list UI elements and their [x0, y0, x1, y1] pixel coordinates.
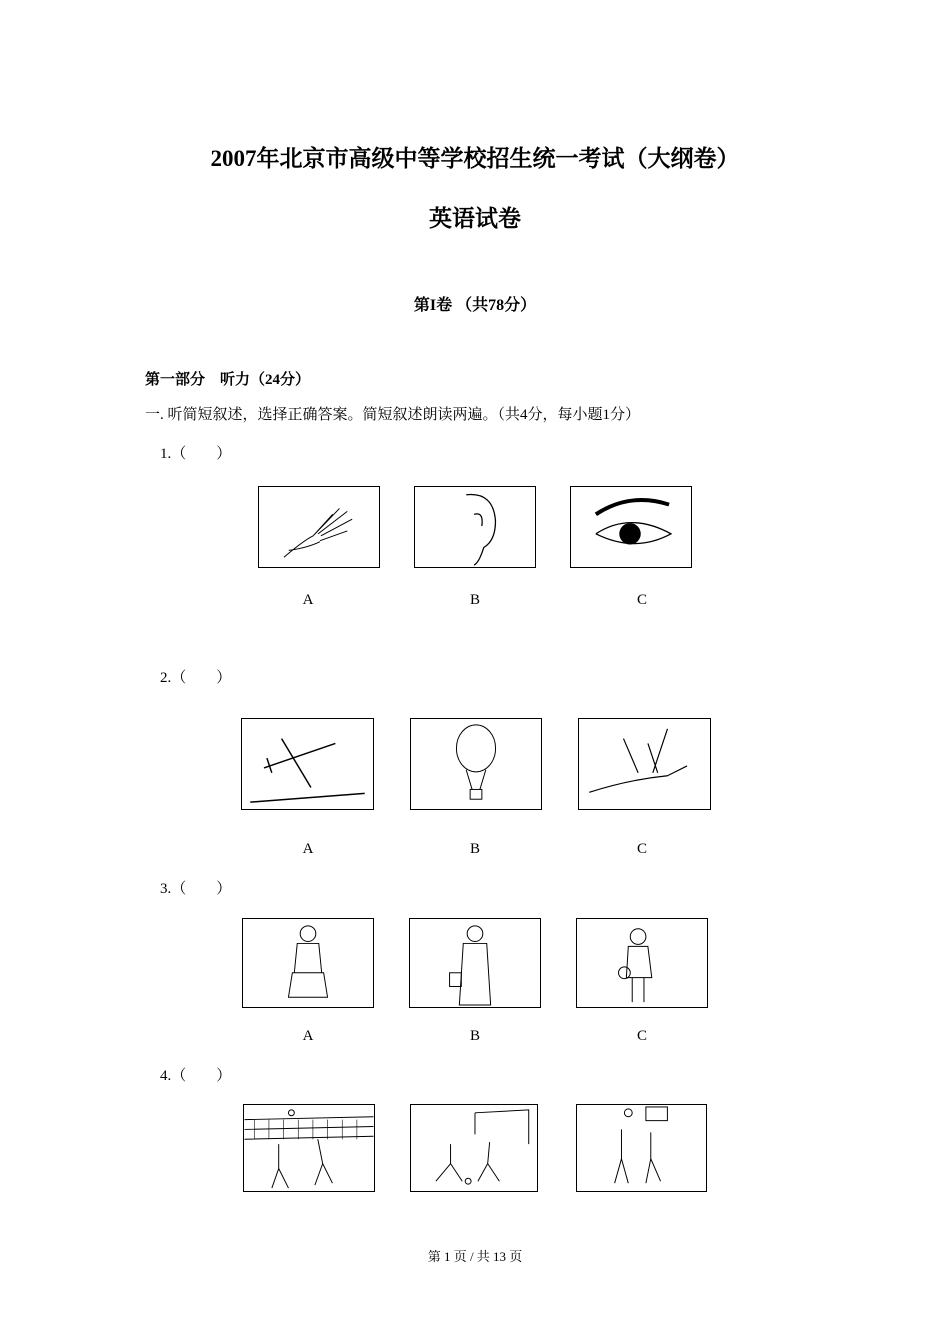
- ear-drawing: [414, 486, 536, 568]
- question-number: 4.（ ）: [160, 1068, 232, 1084]
- basketball-drawing: [576, 1104, 707, 1192]
- hand-drawing: [258, 486, 380, 568]
- option-label: C: [636, 841, 647, 857]
- boy-with-ball-drawing: [576, 918, 708, 1008]
- question-number: 1.（ ）: [160, 446, 232, 462]
- section-heading: 第一部分 听力（24分）: [145, 372, 311, 388]
- crane-bird-drawing: [578, 718, 711, 810]
- volleyball-drawing: [243, 1104, 375, 1192]
- woman-with-bag-drawing: [409, 918, 541, 1008]
- option-label: B: [469, 841, 480, 857]
- option-label: A: [302, 841, 314, 857]
- page-footer: 第 1 页 / 共 13 页: [427, 1249, 523, 1264]
- hot-air-balloon-drawing: [410, 718, 542, 810]
- eye-drawing: [570, 486, 692, 568]
- question-number: 2.（ ）: [160, 670, 232, 686]
- exam-subtitle: 英语试卷: [429, 206, 521, 231]
- section-instruction: 一. 听简短叙述，选择正确答案。简短叙述朗读两遍。（共4分，每小题1分）: [145, 407, 641, 423]
- girl-drawing: [242, 918, 374, 1008]
- question-number: 3.（ ）: [160, 881, 232, 897]
- airplane-drawing: [241, 718, 374, 810]
- option-label: B: [469, 592, 480, 608]
- option-label: B: [469, 1028, 480, 1044]
- option-label: C: [636, 1028, 647, 1044]
- option-label: A: [302, 1028, 314, 1044]
- option-label: A: [302, 592, 314, 608]
- volume-heading: 第I卷 （共78分）: [413, 297, 537, 314]
- soccer-drawing: [410, 1104, 538, 1192]
- option-label: C: [636, 592, 647, 608]
- exam-title: 2007年北京市高级中等学校招生统一考试（大纲卷）: [210, 146, 740, 171]
